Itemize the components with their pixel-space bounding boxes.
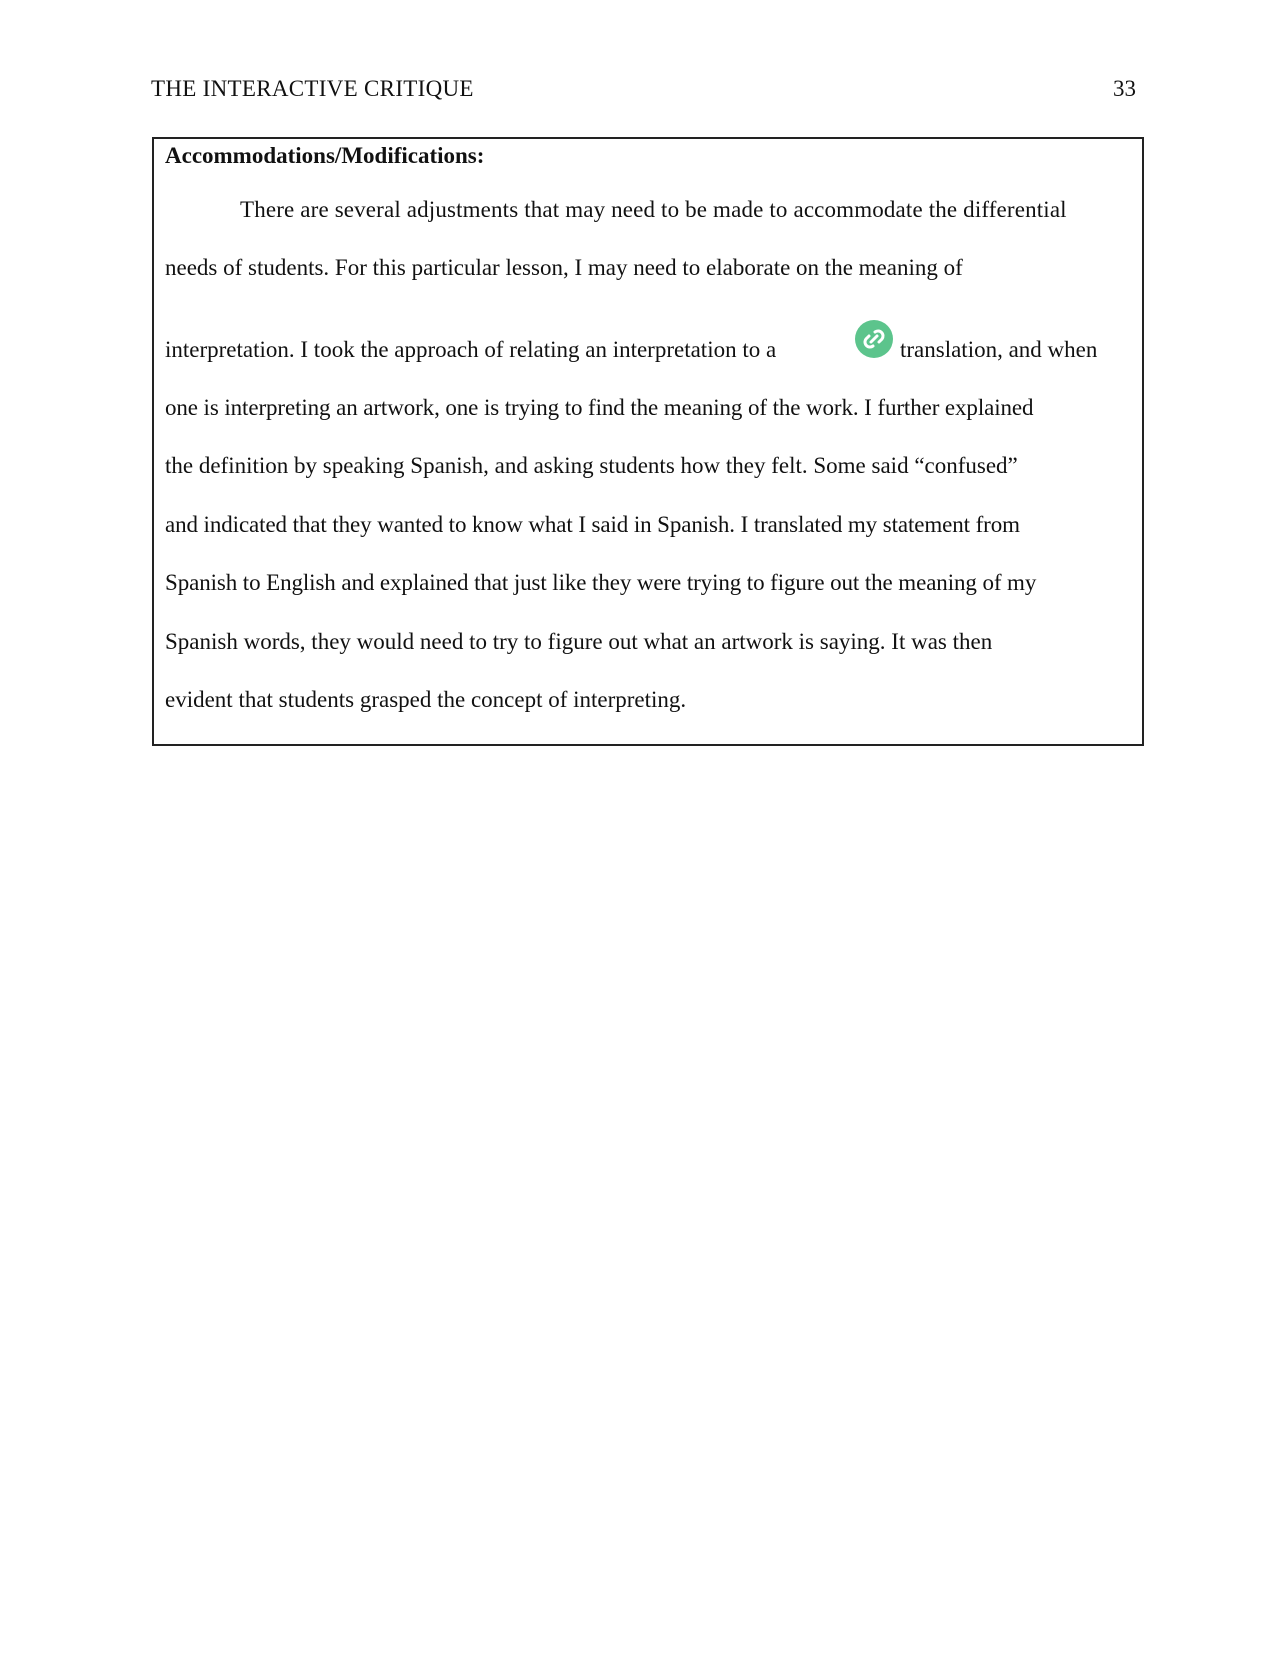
paragraph-line: Spanish words, they would need to try to figure out what an artwork is saying. It was then bbox=[165, 629, 993, 654]
paragraph-line: interpretation. I took the approach of relating an interpretation to a bbox=[165, 337, 777, 362]
running-head: THE INTERACTIVE CRITIQUE bbox=[151, 76, 474, 101]
paragraph-line: the definition by speaking Spanish, and asking students how they felt. Some said “confused” bbox=[165, 453, 1018, 478]
paragraph-line: There are several adjustments that may need to be made to accommodate the differential bbox=[240, 197, 1067, 222]
section-heading: Accommodations/Modifications: bbox=[165, 143, 485, 168]
link-icon[interactable] bbox=[855, 320, 893, 358]
page-number: 33 bbox=[1113, 76, 1136, 101]
paragraph-line: Spanish to English and explained that just like they were trying to figure out the meaning of my bbox=[165, 570, 1037, 595]
paragraph-line: evident that students grasped the concept of interpreting. bbox=[165, 687, 687, 712]
accommodations-box bbox=[152, 137, 1144, 746]
paragraph-line: and indicated that they wanted to know what I said in Spanish. I translated my statement from bbox=[165, 512, 1020, 537]
paragraph-line: one is interpreting an artwork, one is trying to find the meaning of the work. I further explained bbox=[165, 395, 1034, 420]
paragraph-line: needs of students. For this particular lesson, I may need to elaborate on the meaning of bbox=[165, 255, 963, 280]
paragraph-line: translation, and when bbox=[900, 337, 1098, 362]
